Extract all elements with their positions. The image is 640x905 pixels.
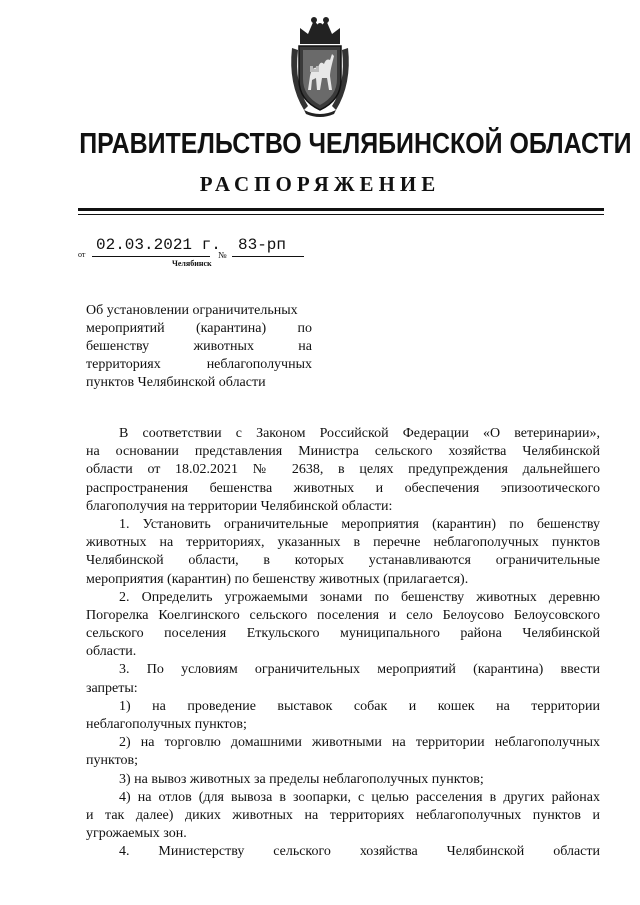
body-line: В соответствии с Законом Российской Федерации «О ветеринарии», [119, 426, 600, 441]
subject-line: бешенству животных на [86, 339, 312, 354]
body-line: Челябинской области, в которых устанавливаются ограничительные [86, 553, 600, 569]
government-title: ПРАВИТЕЛЬСТВО ЧЕЛЯБИНСКОЙ ОБЛАСТИ [79, 128, 632, 160]
body-line: Погорелка Коелгинского сельского поселения и село Белоусово Белоусовского [86, 607, 600, 623]
body-line: сельского поселения Еткульского муниципального района Челябинской [86, 626, 600, 642]
subject-line: Об установлении ограничительных [86, 303, 298, 318]
document-subject [86, 302, 312, 392]
body-line: угрожаемых зон. [86, 826, 187, 842]
body-line: запреты: [86, 680, 138, 696]
header-rule-thick [78, 208, 604, 211]
document-type: РАСПОРЯЖЕНИЕ [199, 172, 441, 196]
body-line: распространения бешенства животных и обеспечения эпизоотического [86, 480, 600, 496]
body-line: и так далее) диких животных на территориях неблагополучных пунктов и [86, 807, 600, 823]
body-line: 3. По условиям ограничительных мероприятий (карантина) ввести [119, 662, 600, 678]
body-line: области. [86, 644, 137, 660]
document-date: 02.03.2021 г. [96, 236, 221, 254]
date-underline [92, 256, 210, 257]
body-line: мероприятия (карантин) по бешенству животных (прилагается). [86, 571, 469, 587]
body-line: 2. Определить угрожаемыми зонами по бешенству животных деревню [119, 589, 600, 605]
body-line: пунктов; [86, 753, 139, 769]
issue-city: Челябинск [172, 259, 212, 268]
body-line: неблагополучных пунктов; [86, 717, 247, 732]
body-line: 4. Министерству сельского хозяйства Челябинской области [119, 844, 600, 860]
body-line: на основании представления Министра сельского хозяйства Челябинской [86, 444, 600, 460]
body-line: 1. Установить ограничительные мероприятия (карантин) по бешенству [119, 516, 600, 532]
number-label: № [218, 250, 227, 260]
subject-line: территориях неблагополучных [86, 357, 312, 372]
document-number: 83-рп [238, 236, 287, 254]
body-line: 3) на вывоз животных за пределы неблагополучных пунктов; [119, 771, 484, 787]
body-line: животных на территориях, указанных в перечне неблагополучных пунктов [86, 535, 600, 551]
date-label: от [78, 250, 86, 259]
document-body [86, 425, 600, 862]
subject-line: пунктов Челябинской области [86, 375, 266, 390]
subject-line: мероприятий (карантина) по [86, 321, 312, 336]
header-rule-thin [78, 214, 604, 215]
coat-of-arms-icon [286, 14, 354, 118]
body-line: 1) на проведение выставок собак и кошек на территории [119, 698, 600, 714]
body-line: 4) на отлов (для вывоза в зоопарки, с целью расселения в других районах [119, 789, 600, 805]
body-line: 2) на торговлю домашними животными на территории неблагополучных [119, 735, 600, 751]
number-underline [232, 256, 304, 257]
body-line: области от 18.02.2021 № 2638, в целях предупреждения дальнейшего [86, 462, 600, 478]
body-line: благополучия на территории Челябинской области: [86, 498, 393, 514]
